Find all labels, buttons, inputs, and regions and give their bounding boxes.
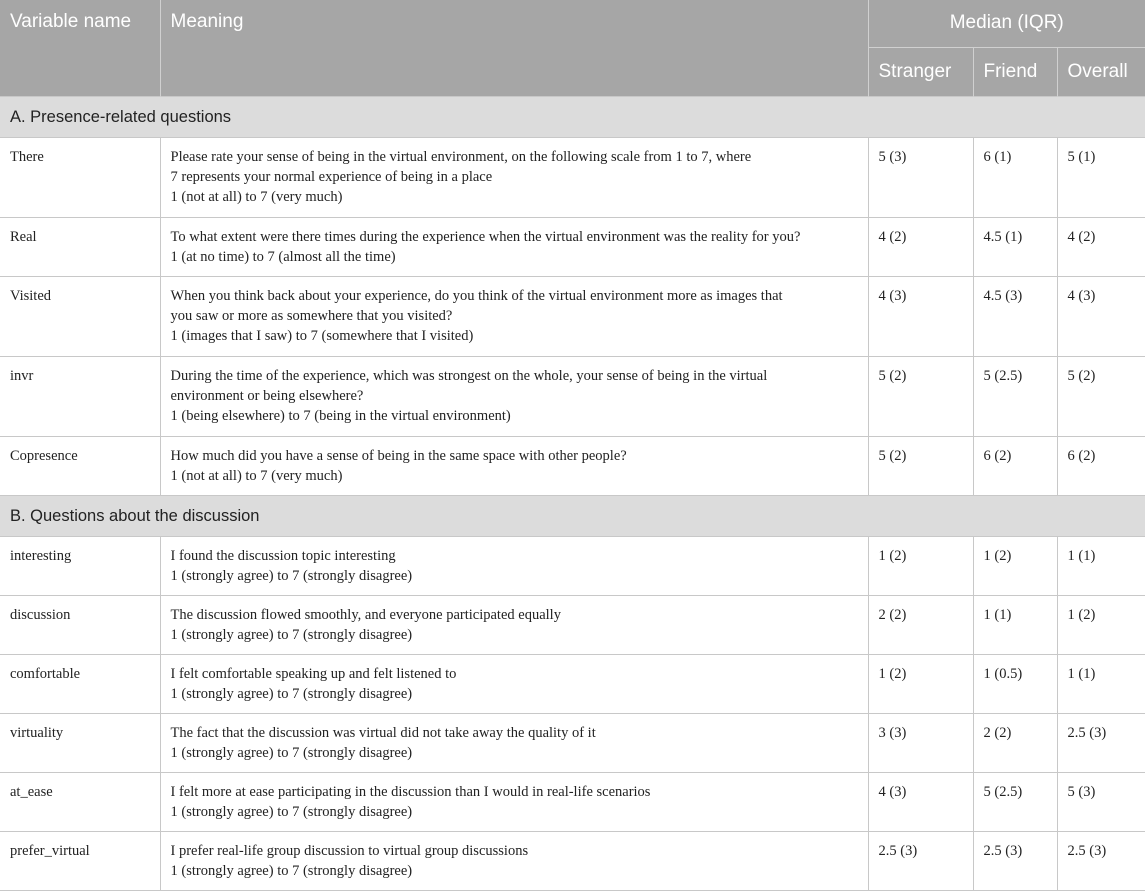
stranger-value: 5 (2) <box>868 356 973 436</box>
friend-value: 6 (1) <box>973 137 1057 217</box>
table-row <box>0 595 1145 654</box>
stranger-value: 5 (3) <box>868 137 973 217</box>
table-row <box>0 436 1145 495</box>
overall-value: 1 (2) <box>1057 595 1145 654</box>
friend-value: 4.5 (3) <box>973 276 1057 356</box>
overall-value: 1 (1) <box>1057 654 1145 713</box>
stranger-value: 3 (3) <box>868 713 973 772</box>
variable-name: comfortable <box>0 654 160 713</box>
stranger-value: 4 (3) <box>868 276 973 356</box>
friend-value: 5 (2.5) <box>973 356 1057 436</box>
variable-name: prefer_virtual <box>0 831 160 890</box>
meaning-line: When you think back about your experience, do you think of the virtual environment more as images that <box>170 287 783 304</box>
meaning-cell <box>160 137 868 217</box>
section-a-row <box>0 96 1145 137</box>
stranger-value: 2 (2) <box>868 595 973 654</box>
overall-value: 6 (2) <box>1057 436 1145 495</box>
meaning-line: 1 (strongly agree) to 7 (strongly disagree) <box>170 626 413 643</box>
friend-value: 6 (2) <box>973 436 1057 495</box>
section-b-title: B. Questions about the discussion <box>0 495 1145 536</box>
variable-name: Visited <box>0 276 160 356</box>
meaning-line: The fact that the discussion was virtual did not take away the quality of it <box>170 724 596 741</box>
variable-name: There <box>0 137 160 217</box>
overall-value: 2.5 (3) <box>1057 831 1145 890</box>
table-row <box>0 831 1145 890</box>
meaning-line: 1 (images that I saw) to 7 (somewhere that I visited) <box>170 327 474 344</box>
meaning-line: 1 (not at all) to 7 (very much) <box>170 467 343 484</box>
meaning-cell <box>160 772 868 831</box>
overall-value: 5 (1) <box>1057 137 1145 217</box>
meaning-line: you saw or more as somewhere that you visited? <box>170 307 453 324</box>
meaning-cell <box>160 217 868 276</box>
section-b-row <box>0 495 1145 536</box>
table-row <box>0 276 1145 356</box>
meaning-line: 1 (strongly agree) to 7 (strongly disagree) <box>170 685 413 702</box>
meaning-line: 1 (at no time) to 7 (almost all the time) <box>170 248 396 265</box>
variable-name: at_ease <box>0 772 160 831</box>
overall-value: 5 (2) <box>1057 356 1145 436</box>
header-variable-name: Variable name <box>0 0 160 96</box>
variable-name: invr <box>0 356 160 436</box>
overall-value: 4 (3) <box>1057 276 1145 356</box>
friend-value: 2 (2) <box>973 713 1057 772</box>
meaning-cell <box>160 356 868 436</box>
overall-value: 2.5 (3) <box>1057 713 1145 772</box>
meaning-line: 1 (strongly agree) to 7 (strongly disagree) <box>170 803 413 820</box>
meaning-cell <box>160 536 868 595</box>
friend-value: 1 (0.5) <box>973 654 1057 713</box>
meaning-cell <box>160 713 868 772</box>
table-row <box>0 713 1145 772</box>
meaning-cell <box>160 654 868 713</box>
overall-value: 4 (2) <box>1057 217 1145 276</box>
stranger-value: 2.5 (3) <box>868 831 973 890</box>
meaning-line: I found the discussion topic interesting <box>170 547 396 564</box>
meaning-cell <box>160 276 868 356</box>
variable-name: interesting <box>0 536 160 595</box>
meaning-line: 1 (not at all) to 7 (very much) <box>170 188 343 205</box>
header-friend: Friend <box>973 47 1057 96</box>
meaning-line: 1 (being elsewhere) to 7 (being in the virtual environment) <box>170 407 511 424</box>
meaning-line: Please rate your sense of being in the virtual environment, on the following scale from 1 to 7, where <box>170 148 752 165</box>
meaning-cell <box>160 831 868 890</box>
meaning-line: During the time of the experience, which was strongest on the whole, your sense of being in the virtual <box>170 367 768 384</box>
meaning-line: I prefer real-life group discussion to virtual group discussions <box>170 842 529 859</box>
stranger-value: 4 (2) <box>868 217 973 276</box>
variable-name: Copresence <box>0 436 160 495</box>
stranger-value: 4 (3) <box>868 772 973 831</box>
stranger-value: 5 (2) <box>868 436 973 495</box>
table-row <box>0 356 1145 436</box>
variable-name: Real <box>0 217 160 276</box>
friend-value: 1 (2) <box>973 536 1057 595</box>
meaning-line: 1 (strongly agree) to 7 (strongly disagree) <box>170 744 413 761</box>
table-header <box>0 0 1145 96</box>
meaning-line: 1 (strongly agree) to 7 (strongly disagree) <box>170 862 413 879</box>
meaning-cell <box>160 436 868 495</box>
header-meaning: Meaning <box>160 0 868 96</box>
meaning-cell <box>160 595 868 654</box>
meaning-line: I felt more at ease participating in the discussion than I would in real-life scenarios <box>170 783 651 800</box>
friend-value: 1 (1) <box>973 595 1057 654</box>
meaning-line: To what extent were there times during the experience when the virtual environment was the reality for you? <box>170 228 801 245</box>
meaning-line: environment or being elsewhere? <box>170 387 364 404</box>
variable-name: virtuality <box>0 713 160 772</box>
table-row <box>0 654 1145 713</box>
header-median-iqr: Median (IQR) <box>868 0 1145 47</box>
friend-value: 5 (2.5) <box>973 772 1057 831</box>
table-row <box>0 137 1145 217</box>
stranger-value: 1 (2) <box>868 654 973 713</box>
meaning-line: I felt comfortable speaking up and felt listened to <box>170 665 457 682</box>
meaning-line: 1 (strongly agree) to 7 (strongly disagree) <box>170 567 413 584</box>
variable-name: discussion <box>0 595 160 654</box>
stranger-value: 1 (2) <box>868 536 973 595</box>
meaning-line: How much did you have a sense of being in the same space with other people? <box>170 447 627 464</box>
overall-value: 1 (1) <box>1057 536 1145 595</box>
meaning-line: The discussion flowed smoothly, and everyone participated equally <box>170 606 561 623</box>
table-row <box>0 772 1145 831</box>
overall-value: 5 (3) <box>1057 772 1145 831</box>
meaning-line: 7 represents your normal experience of being in a place <box>170 168 493 185</box>
header-stranger: Stranger <box>868 47 973 96</box>
table-row <box>0 217 1145 276</box>
friend-value: 4.5 (1) <box>973 217 1057 276</box>
friend-value: 2.5 (3) <box>973 831 1057 890</box>
header-overall: Overall <box>1057 47 1145 96</box>
table-row <box>0 536 1145 595</box>
section-a-title: A. Presence-related questions <box>0 96 1145 137</box>
